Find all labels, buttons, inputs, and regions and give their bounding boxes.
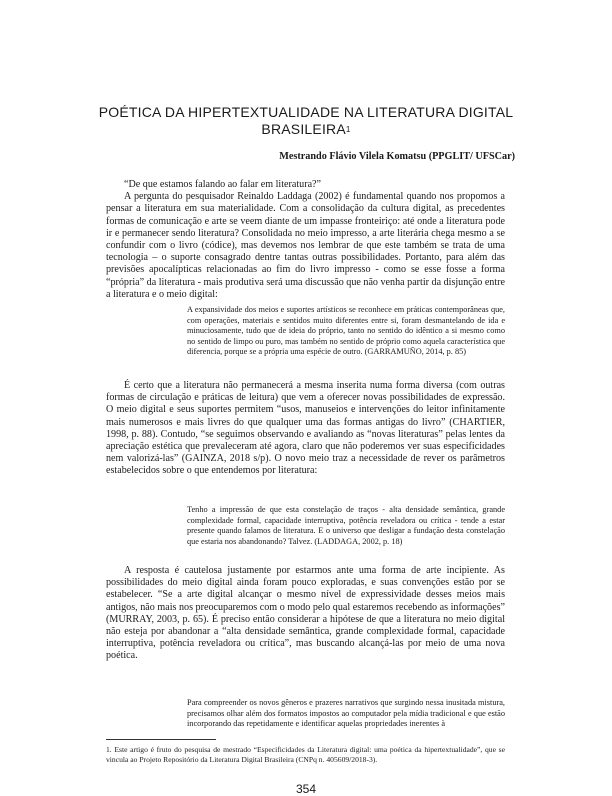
epigraph-question: “De que estamos falando ao falar em literatura?” [124, 179, 322, 190]
paragraph-1: A pergunta do pesquisador Reinaldo Laddaga (2002) é fundamental quando nos propomos a pensar a literatura em sua materialidade. Com a consolidação da cultura digital, as precedentes formas de comunicação e arte se veem diante de um impasse fronteiriço: até onde a literatura pode ir e permanecer sendo literatura? Consolidada no meio impresso, a arte literária chega mesmo a se confundir com o livro (códice), mas devemos nos lembrar de que este também se trata de uma tecnologia – o suporte consagrado dentre tantas outras possibilidades. Portanto, para além das previsões apocalípticas relacionadas ao fim do livro impresso - como se esse fosse a forma “própria” da literatura - mais produtiva será uma discussão que não venha partir da disjunção entre a literatura e o meio digital: [106, 191, 505, 300]
title-line-1: POÉTICA DA HIPERTEXTUALIDADE NA LITERATURA DIGITAL [98, 104, 514, 120]
footnote: 1. Este artigo é fruto do pesquisa de mestrado “Especificidades da Literatura digital: uma poética da hipertextualidade”, que se vincula ao Projeto Repositório da Literatura Digital Brasileira (CNPq n. 405609/2018-3). [106, 745, 505, 764]
block-quote-1: A expansividade dos meios e suportes artísticos se reconhece em práticas contemporâneas que, com operações, materiais e sentidos muito diferentes entre si, foram desmantelando de ida e minuciosamente, tudo que de ideia do próprio, tanto no sentido do idêntico a si mesmo como no sentido de limpo ou puro, mas também no sentido de próprio como aquela característica que diferencia, porque se a própria uma espécie de outro. (GARRAMUÑO, 2014, p. 85) [187, 305, 505, 356]
paragraph-2 [106, 380, 505, 478]
footnote-marker: 1 [345, 125, 351, 134]
paragraph-3-text: A resposta é cautelosa justamente por estarmos ante uma forma de arte incipiente. As possibilidades do meio digital ainda foram pouco exploradas, e suas convenções estão por se estabelecer. “Se a arte digital alcançar o mesmo nível de expressividade desses meios mais antigos, não mais nos preocuparemos com o modo pelo qual estaremos recebendo as informações” (MURRAY, 2003, p. 65). É preciso então considerar a hipótese de que a literatura no meio digital não esteja por abandonar a “alta densidade semântica, grande complexidade formal, capacidade interruptiva, potência reveladora ou crítica”, mas buscando alcançá-las por meio de uma nova poética. [106, 565, 505, 662]
title-line-2 [0, 121, 612, 138]
article-title [0, 104, 612, 138]
paragraph-3 [106, 565, 505, 663]
page-number: 354 [295, 782, 317, 796]
block-quote-3: Para compreender os novos gêneros e prazeres narrativos que surgindo nessa inusitada mistura, precisamos olhar além dos formatos impostos ao computador pela mídia tradicional e que estão incorporando das repetidamente e identificar aquelas propriedades inerentes à [187, 698, 505, 728]
footnote-divider [106, 739, 216, 740]
paragraph-2-text: É certo que a literatura não permanecerá a mesma inserita numa forma diversa (com outras formas de circulação e práticas de leitura) que vem a oferecer novas possibilidades de expressão. O meio digital e seus suportes permitem “usos, manuseios e intervenções do leitor infinitamente mais numerosos e mais livres do que qualquer uma das formas antigas do livro” (CHARTIER, 1998, p. 88). Contudo, “se seguimos observando e avaliando as “novas literaturas” pelas lentes da apreciação estética que prevaleceram até agora, claro que não poderemos ver suas especificidades nem valorizá-las” (GAINZA, 2018 s/p). O novo meio traz a necessidade de rever os parâmetros estabelecidos sobre o que entendemos por literatura: [106, 380, 505, 477]
author-line: Mestrando Flávio Vilela Komatsu (PPGLIT/ UFSCar) [279, 151, 515, 162]
title-line-2-text: BRASILEIRA [261, 121, 346, 137]
body-block-1 [106, 179, 505, 301]
block-quote-2: Tenho a impressão de que esta constelação de traços - alta densidade semântica, grande complexidade formal, capacidade interruptiva, potência reveladora ou crítica - tende a estar presente quando falamos de literatura. E o universo que desligar a fundação desta constelação que estaria nos abandonando? Talvez. (LADDAGA, 2002, p. 18) [187, 505, 505, 546]
